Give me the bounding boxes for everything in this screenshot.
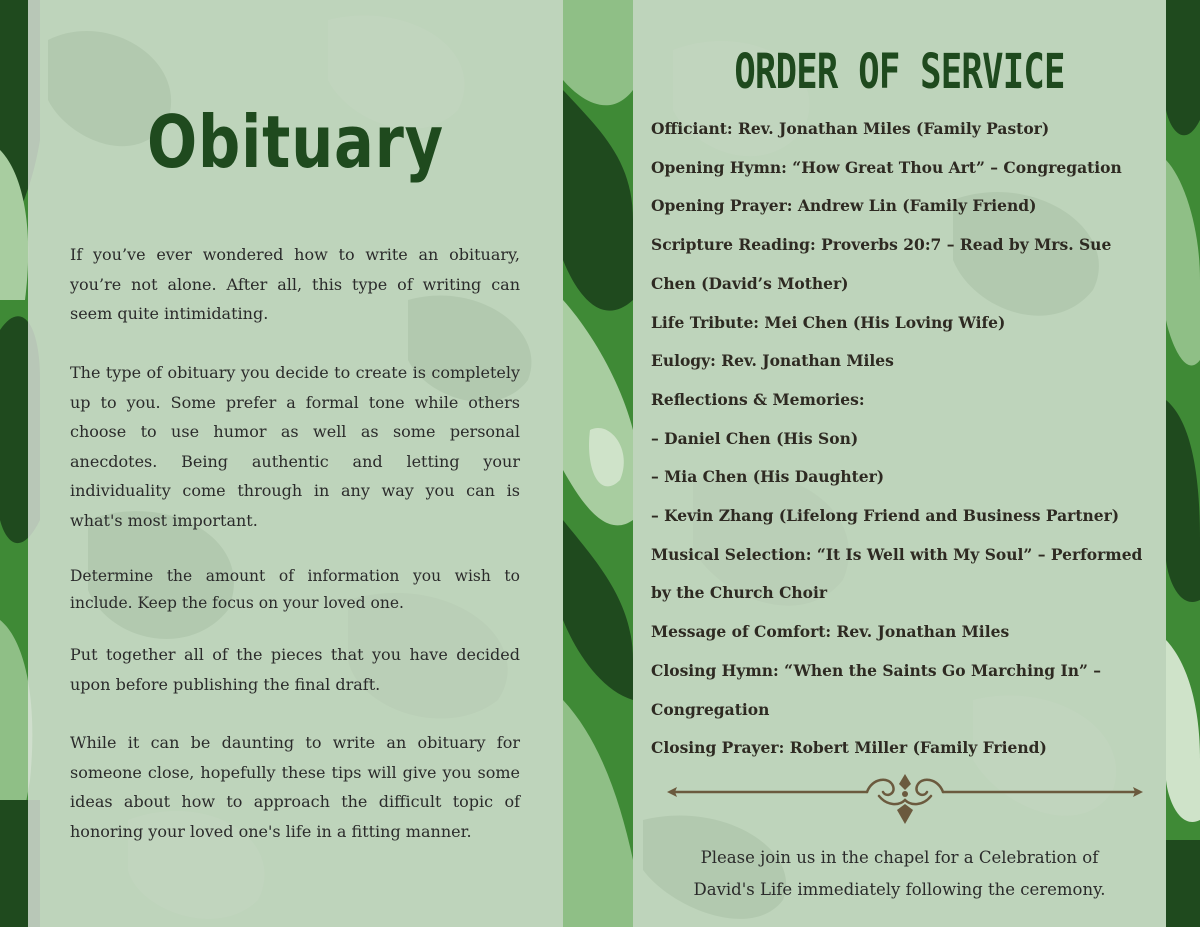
obituary-paragraph: The type of obituary you decide to create is completely up to you. Some prefer a formal tone while others choose to use humor as well as some personal anecdotes. Being authentic and letting your individuality come through in any way you can is what's most important. <box>70 363 520 530</box>
ornamental-divider-icon <box>667 770 1143 830</box>
service-item: Closing Hymn: “When the Saints Go Marching In” – <box>651 660 1102 680</box>
service-item: Congregation <box>651 699 770 719</box>
obituary-title: Obituary <box>147 100 444 184</box>
service-item: Eulogy: Rev. Jonathan Miles <box>651 351 894 371</box>
obituary-page <box>28 0 563 927</box>
service-item: – Mia Chen (His Daughter) <box>651 467 885 487</box>
service-item: Opening Hymn: “How Great Thou Art” – Congregation <box>651 157 1122 177</box>
obituary-paragraph: Put together all of the pieces that you have decided upon before publishing the final draft. <box>70 645 520 694</box>
closing-invitation-line: David's Life immediately following the ceremony. <box>693 880 1106 899</box>
service-item: Closing Prayer: Robert Miller (Family Friend) <box>651 738 1047 758</box>
service-program-list <box>651 110 1161 768</box>
order-of-service-title: ORDER OF SERVICE <box>734 44 1065 100</box>
service-item: Reflections & Memories: <box>651 389 865 409</box>
closing-invitation <box>633 842 1166 906</box>
order-of-service-page <box>633 0 1166 927</box>
service-item: Musical Selection: “It Is Well with My Soul” – Performed <box>651 544 1143 564</box>
service-item: Chen (David’s Mother) <box>651 273 849 293</box>
obituary-paragraph: Determine the amount of information you wish to include. Keep the focus on your loved one. <box>70 567 520 612</box>
service-item: Life Tribute: Mei Chen (His Loving Wife) <box>651 312 1006 332</box>
service-item: Officiant: Rev. Jonathan Miles (Family Pastor) <box>651 119 1050 138</box>
closing-invitation-line: Please join us in the chapel for a Celebration of <box>700 848 1099 867</box>
obituary-paragraph: If you’ve ever wondered how to write an obituary, you’re not alone. After all, this type of writing can seem quite intimidating. <box>70 245 520 323</box>
service-item: by the Church Choir <box>651 583 828 603</box>
service-item: – Daniel Chen (His Son) <box>651 428 859 448</box>
service-item: Opening Prayer: Andrew Lin (Family Friend) <box>651 196 1037 216</box>
service-item: Message of Comfort: Rev. Jonathan Miles <box>651 622 1010 642</box>
service-item: Scripture Reading: Proverbs 20:7 – Read by Mrs. Sue <box>651 235 1112 255</box>
obituary-paragraph: While it can be daunting to write an obituary for someone close, hopefully these tips will give you some ideas about how to approach the difficult topic of honoring your loved one's life in a fitting manner. <box>70 733 520 841</box>
service-item: – Kevin Zhang (Lifelong Friend and Business Partner) <box>651 506 1120 526</box>
